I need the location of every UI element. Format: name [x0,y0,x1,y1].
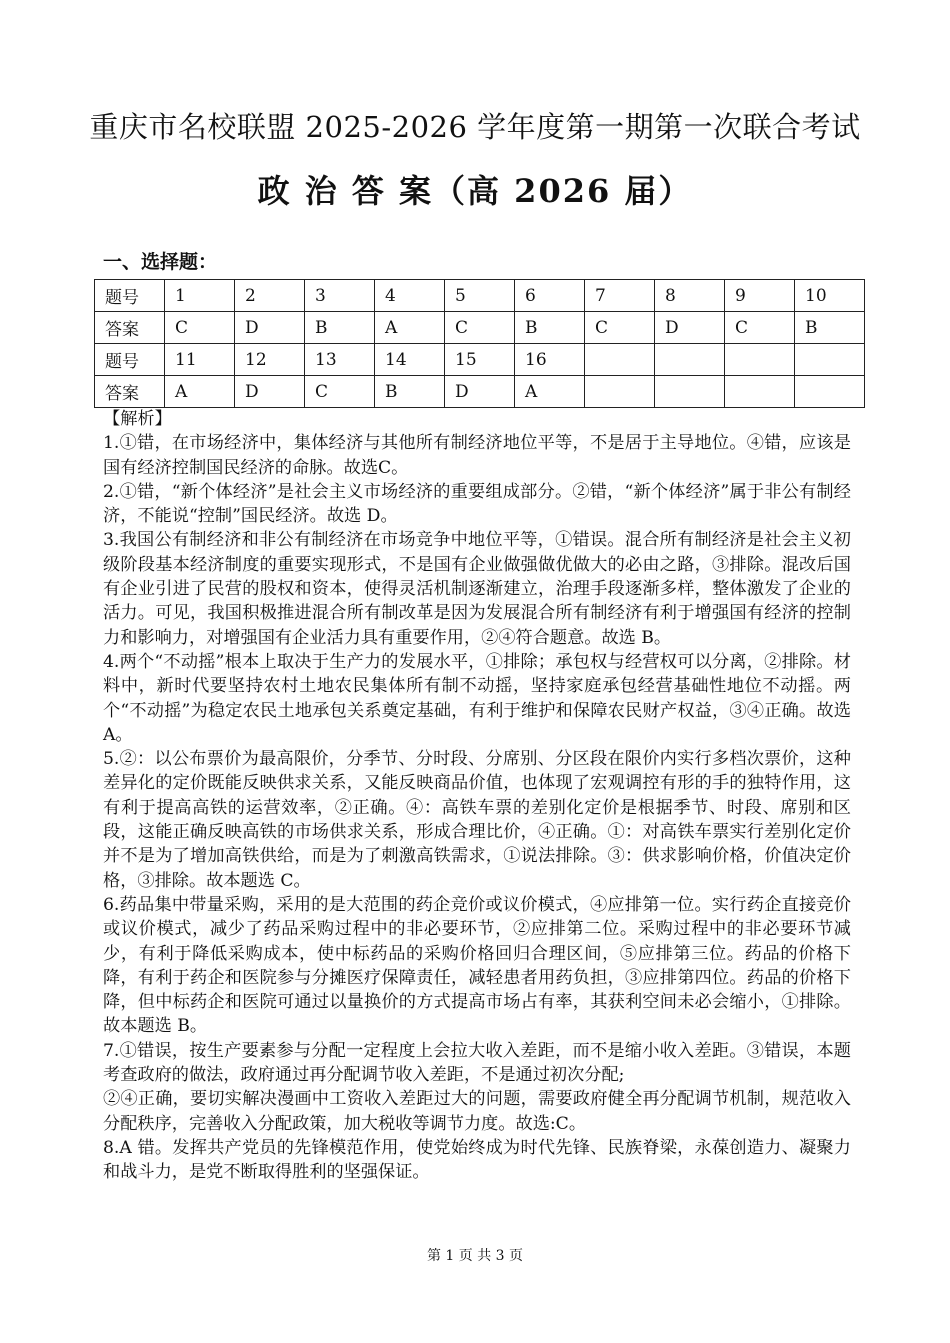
table-cell: 5 [445,280,515,312]
table-cell: A [515,376,585,408]
table-cell: D [445,376,515,408]
table-cell: 题号 [95,344,165,376]
table-cell: 16 [515,344,585,376]
table-cell: D [235,312,305,344]
table-cell: C [445,312,515,344]
table-row [95,344,865,376]
table-cell [725,344,795,376]
table-cell: 10 [795,280,865,312]
table-cell: B [375,376,445,408]
analysis-paragraph-6: 6.药品集中带量采购，采用的是大范围的药企竞价或议价模式，④应排第一位。实行药企直接竞价或议价模式，减少了药品采购过程中的非必要环节，②应排第二位。采购过程中的非必要环节减少，有利于降低采购成本，使中标药品的采购价格回归合理区间，⑤应排第三位。药品的价格下降，有利于药企和医院参与分摊医疗保障责任，减轻患者用药负担，③应排第四位。药品的价格下降，但中标药企和医院可通过以量换价的方式提高市场占有率，其获利空间未必会缩小，①排除。故本题选 B。 [103,894,851,1037]
table-cell [725,376,795,408]
table-cell: D [235,376,305,408]
table-cell: 答案 [95,376,165,408]
table-cell: C [585,312,655,344]
table-cell: 7 [585,280,655,312]
table-cell: 4 [375,280,445,312]
table-cell: C [305,376,375,408]
section-heading: 一、选择题： [103,251,218,273]
table-cell: C [165,312,235,344]
table-cell: B [515,312,585,344]
analysis-paragraph-8: 8.A 错。发挥共产党员的先锋模范作用，使党始终成为时代先锋、民族脊梁，永葆创造力、凝聚力和战斗力，是党不断取得胜利的坚强保证。 [103,1137,851,1183]
table-cell [795,344,865,376]
table-cell: 6 [515,280,585,312]
analysis-paragraph-3: 3.我国公有制经济和非公有制经济在市场竞争中地位平等，①错误。混合所有制经济是社会主义初级阶段基本经济制度的重要实现形式，不是国有企业做强做优做大的必由之路，③排除。混改后国有企业引进了民营的股权和资本，使得灵活机制逐渐建立，治理手段逐渐多样，整体激发了企业的活力。可见，我国积极推进混合所有制改革是因为发展混合所有制经济有利于增强国有经济的控制力和影响力，对增强国有企业活力具有重要作用，②④符合题意。故选 B。 [103,530,851,648]
table-cell: 9 [725,280,795,312]
table-cell [585,376,655,408]
analysis-paragraph-1: 1.①错，在市场经济中，集体经济与其他所有制经济地位平等，不是居于主导地位。④错，应该是国有经济控制国民经济的命脉。故选C。 [103,433,851,478]
table-cell [795,376,865,408]
table-cell: D [655,312,725,344]
analysis-heading: 【解析】 [103,409,172,429]
analysis-section [103,407,851,1185]
table-cell: 11 [165,344,235,376]
table-cell: 题号 [95,280,165,312]
table-cell: A [375,312,445,344]
analysis-paragraph-4: 4.两个“不动摇”根本上取决于生产力的发展水平，①排除；承包权与经营权可以分离，②排除。材料中，新时代要坚持农村土地农民集体所有制不动摇，坚持家庭承包经营基础性地位不动摇。两个“不动摇”为稳定农民土地承包关系奠定基础，有利于维护和保障农民财产权益，③④正确。故选 A。 [103,651,851,745]
table-cell: A [165,376,235,408]
table-cell: 答案 [95,312,165,344]
table-cell [585,344,655,376]
table-cell: C [725,312,795,344]
table-cell [655,376,725,408]
table-cell: B [795,312,865,344]
answer-subtitle: 政 治 答 案（高 2026 届） [257,172,693,210]
analysis-paragraph-2: 2.①错，“新个体经济”是社会主义市场经济的重要组成部分。②错，“新个体经济”属于非公有制经济，不能说“控制”国民经济。故选 D。 [103,481,851,527]
table-cell: 15 [445,344,515,376]
table-cell: 8 [655,280,725,312]
analysis-paragraph-5: 5.②：以公布票价为最高限价，分季节、分时段、分席别、分区段在限价内实行多档次票价，这种差异化的定价既能反映供求关系，又能反映商品价值，也体现了宏观调控有形的手的独特作用，这有利于提高高铁的运营效率，②正确。④：高铁车票的差别化定价是根据季节、时段、席别和区段，这能正确反映高铁的市场供求关系，形成合理比价，④正确。①：对高铁车票实行差别化定价并不是为了增加高铁供给，而是为了刺激高铁需求，①说法排除。③：供求影响价格，价值决定价格，③排除。故本题选 C。 [103,749,851,891]
table-cell: B [305,312,375,344]
table-cell: 12 [235,344,305,376]
analysis-paragraph-7: 7.①错误，按生产要素参与分配一定程度上会拉大收入差距，而不是缩小收入差距。③错误，本题考查政府的做法，政府通过再分配调节收入差距，不是通过初次分配; [103,1040,851,1086]
answer-table [94,279,865,408]
table-cell: 1 [165,280,235,312]
table-row [95,312,865,344]
table-cell: 13 [305,344,375,376]
exam-title: 重庆市名校联盟 2025-2026 学年度第一期第一次联合考试 [89,110,861,144]
table-row [95,280,865,312]
table-cell: 3 [305,280,375,312]
analysis-paragraph-7b: ②④正确，要切实解决漫画中工资收入差距过大的问题，需要政府健全再分配调节机制，规范收入分配秩序，完善收入分配政策，加大税收等调节力度。故选:C。 [103,1089,851,1134]
table-cell: 14 [375,344,445,376]
table-cell [655,344,725,376]
page-number: 第 1 页 共 3 页 [426,1248,524,1264]
table-cell: 2 [235,280,305,312]
table-row [95,376,865,408]
